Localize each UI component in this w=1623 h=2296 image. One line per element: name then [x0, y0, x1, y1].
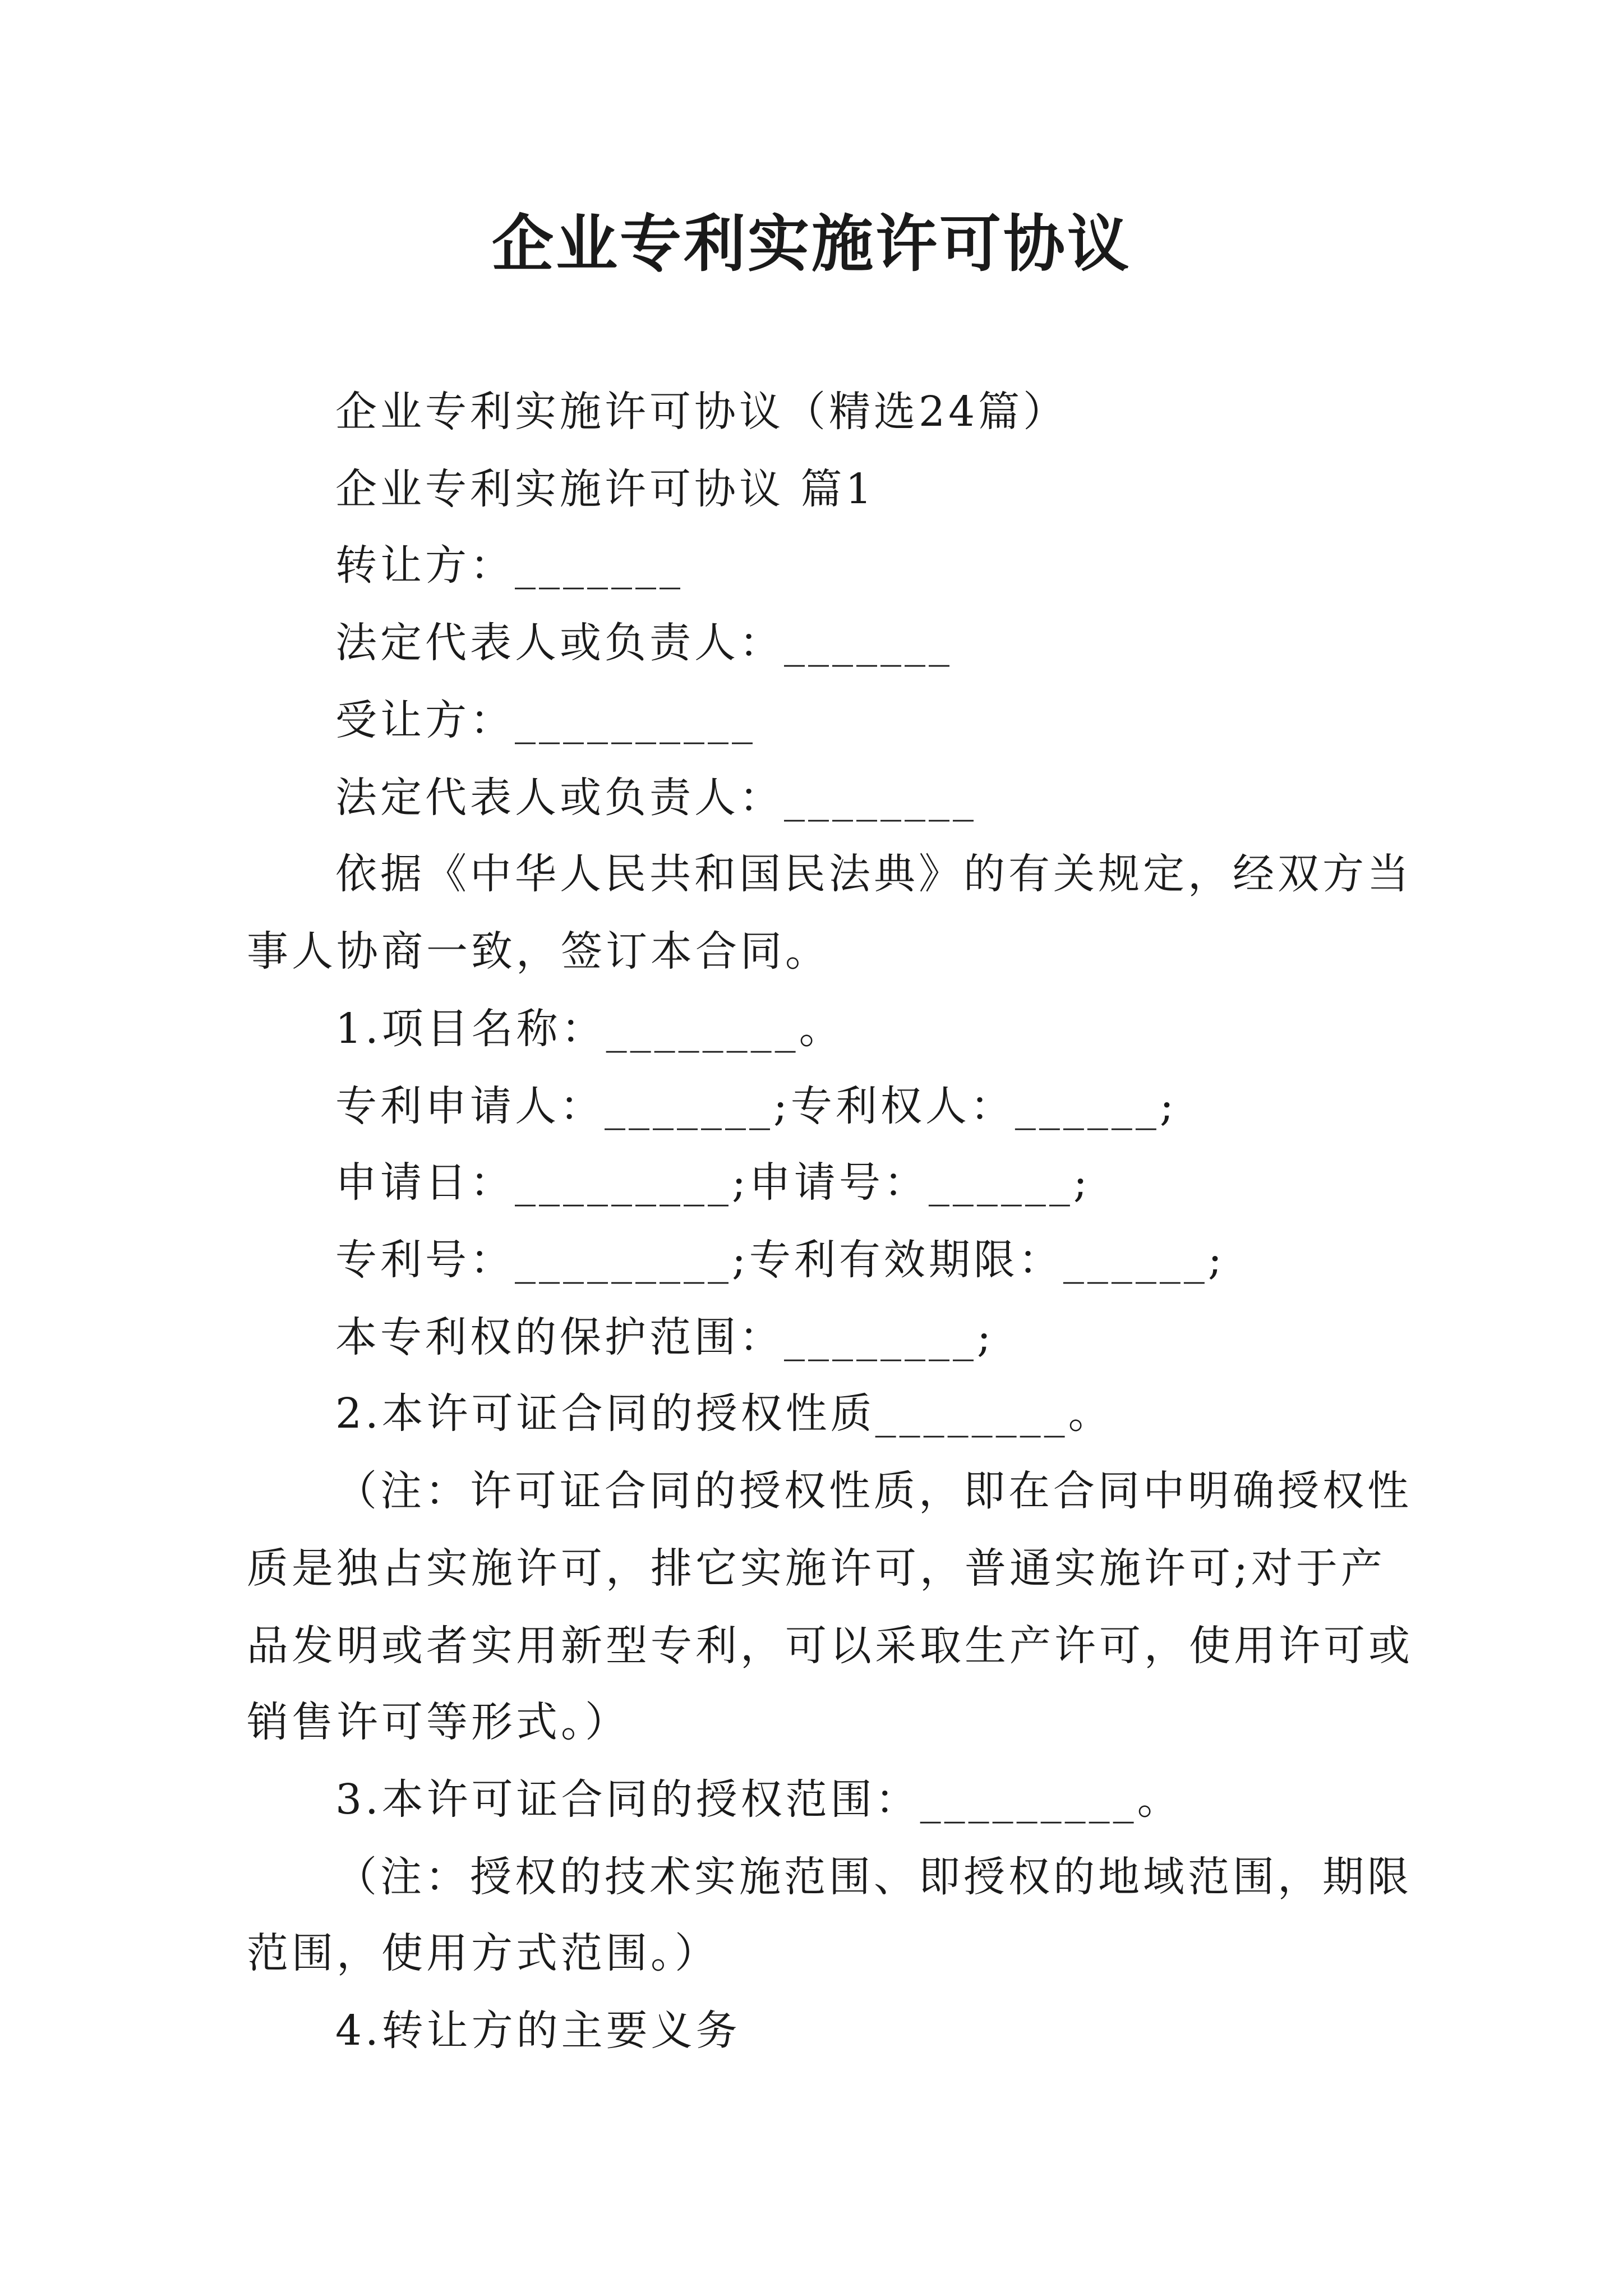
body-line-transferor-rep: 法定代表人或负责人：_______: [335, 619, 953, 667]
note-2-line-2: 质是独占实施许可，排它实施许可，普通实施许可;对于产: [247, 1544, 1386, 1593]
clause-1-application-date: 申请日：_________;申请号：______;: [335, 1158, 1091, 1207]
body-line-preamble-2: 事人协商一致，签订本合同。: [247, 927, 830, 976]
document-title: 企业专利实施许可协议: [492, 208, 1131, 280]
body-line-transferee-rep: 法定代表人或负责人：________: [335, 774, 977, 822]
clause-2-nature: 2.本许可证合同的授权性质________。: [335, 1389, 1113, 1438]
clause-1-project-name: 1.项目名称：________。: [335, 1005, 844, 1053]
clause-1-patent-number: 专利号：_________;专利有效期限：______;: [335, 1236, 1225, 1284]
body-line-transferee: 受让方：__________: [335, 696, 756, 744]
clause-1-protection-scope: 本专利权的保护范围：________;: [335, 1313, 994, 1361]
clause-1-applicant: 专利申请人：_______;专利权人：______;: [335, 1082, 1177, 1130]
body-line-transferor: 转让方：_______: [335, 541, 684, 590]
clause-3-scope: 3.本许可证合同的授权范围：_________。: [335, 1775, 1182, 1824]
section-heading: 企业专利实施许可协议 篇1: [335, 465, 875, 513]
note-2-line-3: 品发明或者实用新型专利，可以采取生产许可，使用许可或: [247, 1622, 1413, 1670]
clause-4-heading: 4.转让方的主要义务: [335, 2007, 741, 2055]
body-line-preamble-1: 依据《中华人民共和国民法典》的有关规定，经双方当: [335, 850, 1412, 898]
note-3-line-1: （注：授权的技术实施范围、即授权的地域范围，期限: [335, 1853, 1412, 1901]
note-2-line-4: 销售许可等形式。）: [247, 1698, 630, 1746]
note-2-line-1: （注：许可证合同的授权性质，即在合同中明确授权性: [335, 1467, 1412, 1515]
note-3-line-2: 范围，使用方式范围。）: [247, 1929, 720, 1977]
subtitle: 企业专利实施许可协议（精选24篇）: [335, 388, 1068, 436]
